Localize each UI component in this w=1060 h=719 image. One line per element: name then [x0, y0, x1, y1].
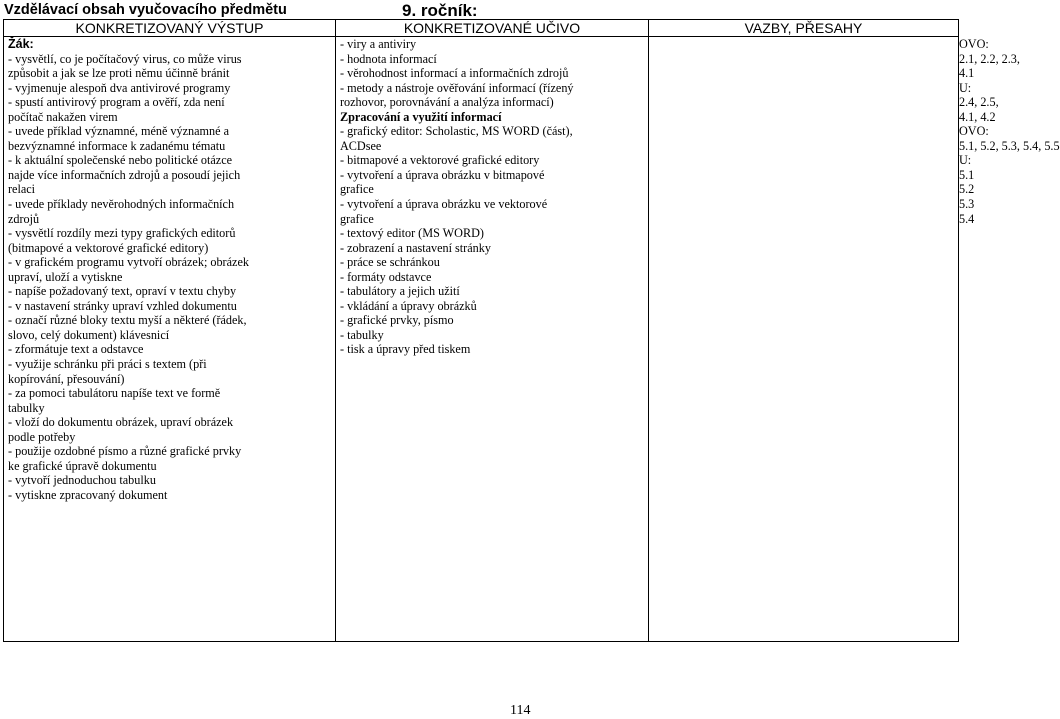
content-row	[4, 37, 959, 642]
output-line: - vyjmenuje alespoň dva antivirové programy	[8, 80, 231, 95]
output-line: - vytvoří jednoduchou tabulku	[8, 473, 156, 488]
output-line: - za pomoci tabulátoru napíše text ve formě	[8, 386, 221, 401]
output-line: způsobit a jak se lze proti němu účinně bránit	[8, 66, 230, 81]
content-line: - grafické prvky, písmo	[340, 313, 454, 328]
links-cell: OVO: 2.1, 2.2, 2.3, 4.1 U: 2.4, 2.5, 4.1, 4.2 OVO: 5.1, 5.2, 5.3, 5.4, 5.5 U: 5.1 5.2 5.3 5.4	[649, 37, 959, 642]
content-list-b	[340, 124, 648, 357]
content-line: - vytvoření a úprava obrázku v bitmapové	[340, 167, 545, 182]
document-title: Vzdělávací obsah vyučovacího předmětu	[4, 2, 287, 18]
content-line: - zobrazení a nastavení stránky	[340, 240, 491, 255]
column-header-outputs: KONKRETIZOVANÝ VÝSTUP	[4, 20, 336, 37]
grade-heading: 9. ročník:	[402, 1, 478, 20]
output-line: - napíše požadovaný text, opraví v textu chyby	[8, 284, 237, 299]
content-line: - metody a nástroje ověřování informací (řízený	[340, 80, 574, 95]
content-line: ACDsee	[340, 138, 382, 153]
content-line: - tabulky	[340, 327, 384, 342]
output-line: - k aktuální společenské nebo politické otázce	[8, 153, 233, 168]
output-line: - označí různé bloky textu myší a některé (řádek,	[8, 313, 247, 328]
output-line: - vysvětlí, co je počítačový virus, co může virus	[8, 51, 242, 66]
student-heading: Žák:	[8, 37, 34, 51]
output-line: - využije schránku při práci s textem (při	[8, 357, 207, 372]
outputs-list	[8, 52, 335, 503]
output-line: - v nastavení stránky upraví vzhled dokumentu	[8, 298, 237, 313]
content-line: grafice	[340, 211, 374, 226]
content-line: - vytvoření a úprava obrázku ve vektorové	[340, 197, 548, 212]
output-line: - vytiskne zpracovaný dokument	[8, 487, 168, 502]
content-line: - hodnota informací	[340, 51, 437, 66]
output-line: ke grafické úpravě dokumentu	[8, 458, 157, 473]
output-line: - vloží do dokumentu obrázek, upraví obrázek	[8, 415, 234, 430]
output-line: - zformátuje text a odstavce	[8, 342, 144, 357]
output-line: relaci	[8, 182, 36, 197]
section-heading: Zpracování a využití informací	[340, 109, 502, 124]
output-line: slovo, celý dokument) klávesnicí	[8, 327, 170, 342]
content-line: - grafický editor: Scholastic, MS WORD (část),	[340, 124, 573, 139]
output-line: - uvede příklady nevěrohodných informačních	[8, 197, 235, 212]
content-line: - tabulátory a jejich užití	[340, 284, 460, 299]
output-line: bezvýznamné informace k zadanému tématu	[8, 138, 226, 153]
content-line: - práce se schránkou	[340, 255, 440, 270]
output-line: - použije ozdobné písmo a různé grafické prvky	[8, 444, 242, 459]
column-header-content: KONKRETIZOVANÉ UČIVO	[336, 20, 649, 37]
output-line: upraví, uloží a vytiskne	[8, 269, 123, 284]
content-cell	[336, 37, 649, 642]
content-line: - bitmapové a vektorové grafické editory	[340, 153, 540, 168]
output-line: - v grafickém programu vytvoří obrázek; obrázek	[8, 255, 249, 270]
content-line: - vkládání a úpravy obrázků	[340, 298, 477, 313]
output-line: - uvede příklad významné, méně významné a	[8, 124, 229, 139]
page-number: 114	[510, 703, 531, 718]
output-line: tabulky	[8, 400, 45, 415]
output-line: podle potřeby	[8, 429, 76, 444]
output-line: počítač nakažen virem	[8, 109, 118, 124]
output-line: - spustí antivirový program a ověří, zda není	[8, 95, 225, 110]
title-row	[4, 2, 956, 20]
content-line: grafice	[340, 182, 374, 197]
output-line: kopírování, přesouvání)	[8, 371, 125, 386]
output-line: najde více informačních zdrojů a posoudí jejich	[8, 167, 241, 182]
content-list-a	[340, 37, 648, 110]
column-header-links: VAZBY, PŘESAHY	[649, 20, 959, 37]
content-line: - tisk a úpravy před tiskem	[340, 342, 471, 357]
content-line: - viry a antiviry	[340, 37, 417, 51]
curriculum-table	[3, 19, 1060, 642]
content-line: - formáty odstavce	[340, 269, 432, 284]
header-row	[4, 20, 959, 37]
output-line: - vysvětlí rozdíly mezi typy grafických editorů	[8, 226, 236, 241]
content-line: - textový editor (MS WORD)	[340, 226, 484, 241]
content-line: - věrohodnost informací a informačních zdrojů	[340, 66, 569, 81]
outputs-cell	[4, 37, 336, 642]
output-line: (bitmapové a vektorové grafické editory)	[8, 240, 209, 255]
output-line: zdrojů	[8, 211, 40, 226]
content-line: rozhovor, porovnávání a analýza informací)	[340, 95, 554, 110]
